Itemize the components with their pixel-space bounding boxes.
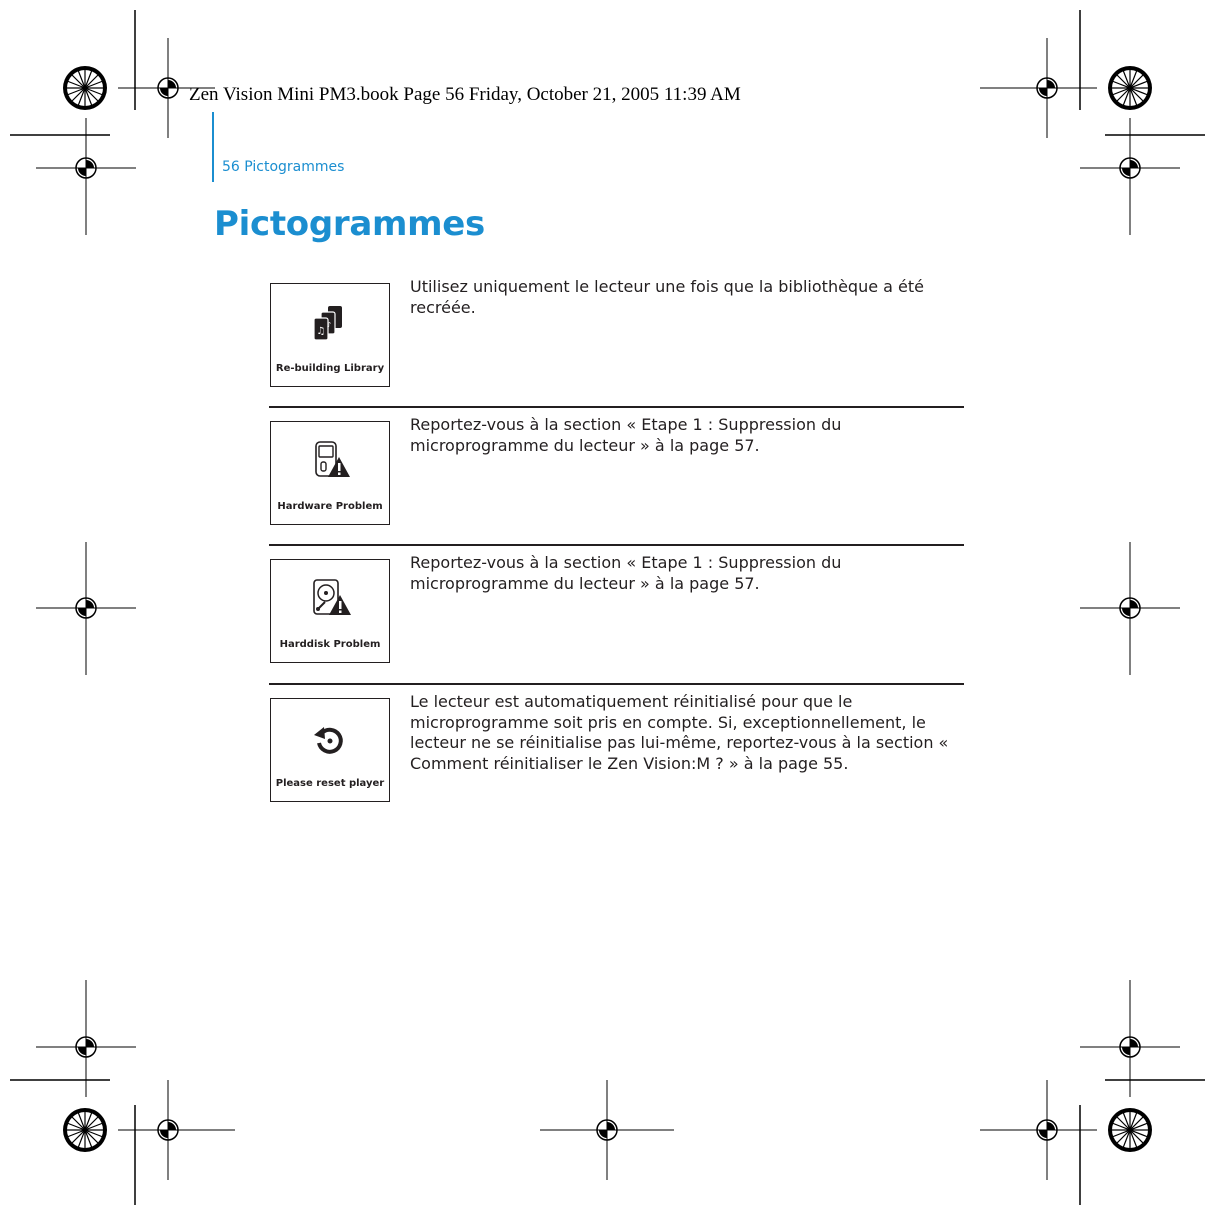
pictogram-box (270, 283, 390, 387)
running-head: 56 Pictogrammes (222, 159, 345, 175)
starburst-mark-tl (63, 66, 107, 110)
reset-icon (312, 723, 348, 759)
svg-text:♪: ♪ (326, 321, 332, 329)
music-library-icon (308, 304, 352, 344)
pictogram-caption: Harddisk Problem (279, 639, 381, 650)
row-divider (269, 544, 964, 546)
pictogram-box (270, 698, 390, 802)
starburst-mark-bl (63, 1108, 107, 1152)
pictogram-description: Reportez-vous à la section « Etape 1 : Suppression du microprogramme du lecteur » à la page 57. (410, 415, 842, 455)
pictogram-caption: Re-building Library (275, 363, 385, 374)
starburst-mark-tr (1108, 66, 1152, 110)
player-warning-icon (308, 440, 352, 482)
row-divider (269, 406, 964, 408)
print-slug-header: Zen Vision Mini PM3.book Page 56 Friday, October 21, 2005 11:39 AM (189, 84, 741, 105)
pictogram-box (270, 559, 390, 663)
pictogram-description: Utilisez uniquement le lecteur une fois que la bibliothèque a été recréée. (410, 277, 924, 317)
pictogram-caption: Hardware Problem (277, 501, 383, 512)
pictogram-caption: Please reset player (275, 778, 385, 789)
harddisk-warning-icon (308, 578, 352, 620)
pictogram-description: Le lecteur est automatiquement réinitialisé pour que le microprogramme soit pris en compte. Si, exceptionnellement, le lecteur ne se réinitialise pas lui-même, reportez-vous à la section « Comment réinitialiser le Zen Vision:M ? » à la page 55. (410, 692, 949, 773)
header-accent-rule (212, 112, 214, 182)
page-title: Pictogrammes (214, 204, 485, 244)
row-divider (269, 683, 964, 685)
pictogram-box (270, 421, 390, 525)
starburst-mark-br (1108, 1108, 1152, 1152)
svg-text:♫: ♫ (316, 326, 326, 337)
pictogram-description: Reportez-vous à la section « Etape 1 : Suppression du microprogramme du lecteur » à la page 57. (410, 553, 842, 593)
